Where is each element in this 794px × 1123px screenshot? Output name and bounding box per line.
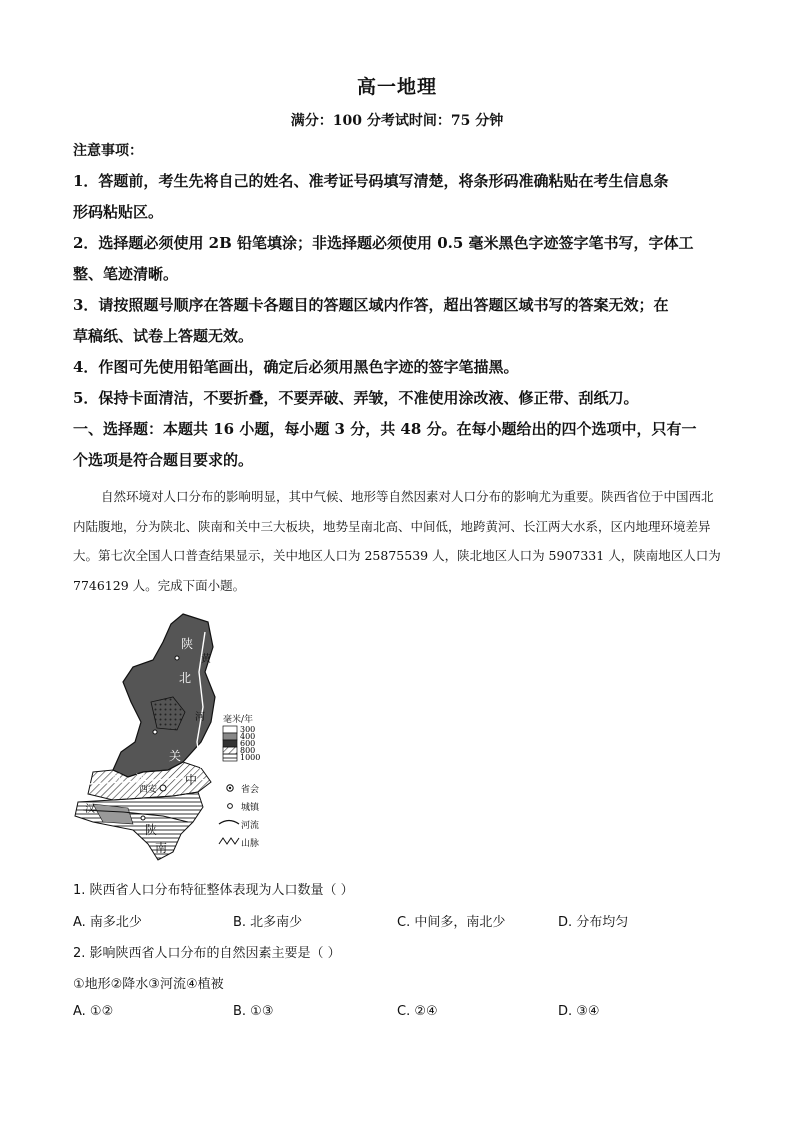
notice-list (73, 166, 723, 476)
q1-option-d[interactable]: D. 分布均匀 (558, 915, 629, 930)
notice-line: 草稿纸、试卷上答题无效。 (73, 327, 254, 345)
reading-passage: 自然环境对人口分布的影响明显，其中气候、地形等自然因素对人口分布的影响尤为重要。陕西省位于中国西北内陆腹地，分为陕北、陕南和关中三大板块，地势呈南北高、中间低，地跨黄河、长江两大水系，区内地理环境差异大。第七次全国人口普查结果显示，关中地区人口为 25875539 人，陕北地区人口为 5907331 人，陕南地区人口为 7746129 人。完成下面小题。 (73, 489, 721, 593)
map-label-river-4: 河 (135, 774, 145, 785)
legend-unit: 毫米/年 (223, 715, 254, 725)
shaanxi-map (73, 612, 288, 862)
capital-marker (160, 785, 166, 791)
q1-option-c[interactable]: C. 中间多，南北少 (397, 915, 506, 930)
legend-item: 省会 (241, 785, 260, 795)
map-label-south-2: 南 (155, 841, 168, 855)
notice-line: 4．作图可先使用铅笔画出，确定后必须用黑色字迹的签字笔描黑。 (73, 358, 519, 376)
section-heading-line: 个选项是符合题目要求的。 (73, 451, 254, 469)
question-2-choices: ①地形②降水③河流④植被 (73, 977, 224, 992)
map-label-south-1: 陕 (145, 823, 158, 837)
notice-line: 5．保持卡面清洁，不要折叠，不要弄破、弄皱，不准使用涂改液、修正带、刮纸刀。 (73, 389, 639, 407)
town-legend-icon (228, 804, 233, 809)
exam-info: 满分：100 分考试时间：75 分钟 (290, 113, 504, 129)
map-label-river-3: 渭 (111, 774, 121, 785)
notice-heading: 注意事项： (73, 143, 143, 159)
map-label-central-1: 关 (169, 749, 182, 763)
map-label-city: 西安 (139, 785, 158, 795)
notice-line: 1．答题前，考生先将自己的姓名、准考证号码填写清楚，将条形码准确粘贴在考生信息条 (73, 172, 669, 190)
notice-line: 形码粘贴区。 (73, 203, 164, 221)
notice-line: 3．请按照题号顺序在答题卡各题目的答题区域内作答，超出答题区域书写的答案无效；在 (73, 296, 669, 314)
legend-value: 400 (240, 732, 256, 741)
town-marker (153, 730, 157, 734)
town-marker (141, 816, 145, 820)
q2-option-a[interactable]: A. ①② (73, 1004, 114, 1019)
map-label-north-2: 北 (179, 671, 192, 685)
q1-option-a[interactable]: A. 南多北少 (73, 915, 142, 930)
q2-option-b[interactable]: B. ①③ (233, 1004, 274, 1019)
notice-line: 整、笔迹清晰。 (73, 265, 179, 283)
mountain-legend-icon (219, 838, 239, 844)
q2-option-c[interactable]: C. ②④ (397, 1004, 438, 1019)
legend-item: 城镇 (241, 803, 260, 813)
map-label-north-1: 陕 (181, 637, 194, 651)
question-2-stem: 2. 影响陕西省人口分布的自然因素主要是（ ） (73, 946, 341, 961)
map-label-river-1: 黄 (201, 654, 211, 665)
question-1-stem: 1. 陕西省人口分布特征整体表现为人口数量（ ） (73, 883, 354, 898)
legend-value: 600 (240, 739, 256, 748)
map-south-region (75, 792, 203, 860)
legend-item: 河流 (241, 821, 260, 831)
town-marker (175, 656, 179, 660)
map-label-river-5: 汉 (85, 804, 95, 815)
map-label-river-2: 河 (195, 712, 205, 723)
legend-value: 1000 (240, 753, 261, 762)
legend-value: 300 (240, 725, 256, 734)
notice-line: 2．选择题必须使用 2B 铅笔填涂；非选择题必须使用 0.5 毫米黑色字迹签字笔书写，字体工 (73, 234, 694, 252)
legend-item: 山脉 (241, 839, 260, 849)
river-legend-icon (219, 821, 239, 825)
map-label-central-2: 中 (185, 773, 198, 787)
map-north-region (113, 614, 215, 777)
legend-value: 800 (240, 746, 256, 755)
q1-option-b[interactable]: B. 北多南少 (233, 915, 303, 930)
page-title: 高一地理 (356, 76, 437, 98)
section-heading-line: 一、选择题：本题共 16 小题，每小题 3 分，共 48 分。在每小题给出的四个选项中，只有一 (73, 420, 697, 438)
q2-option-d[interactable]: D. ③④ (558, 1004, 600, 1019)
